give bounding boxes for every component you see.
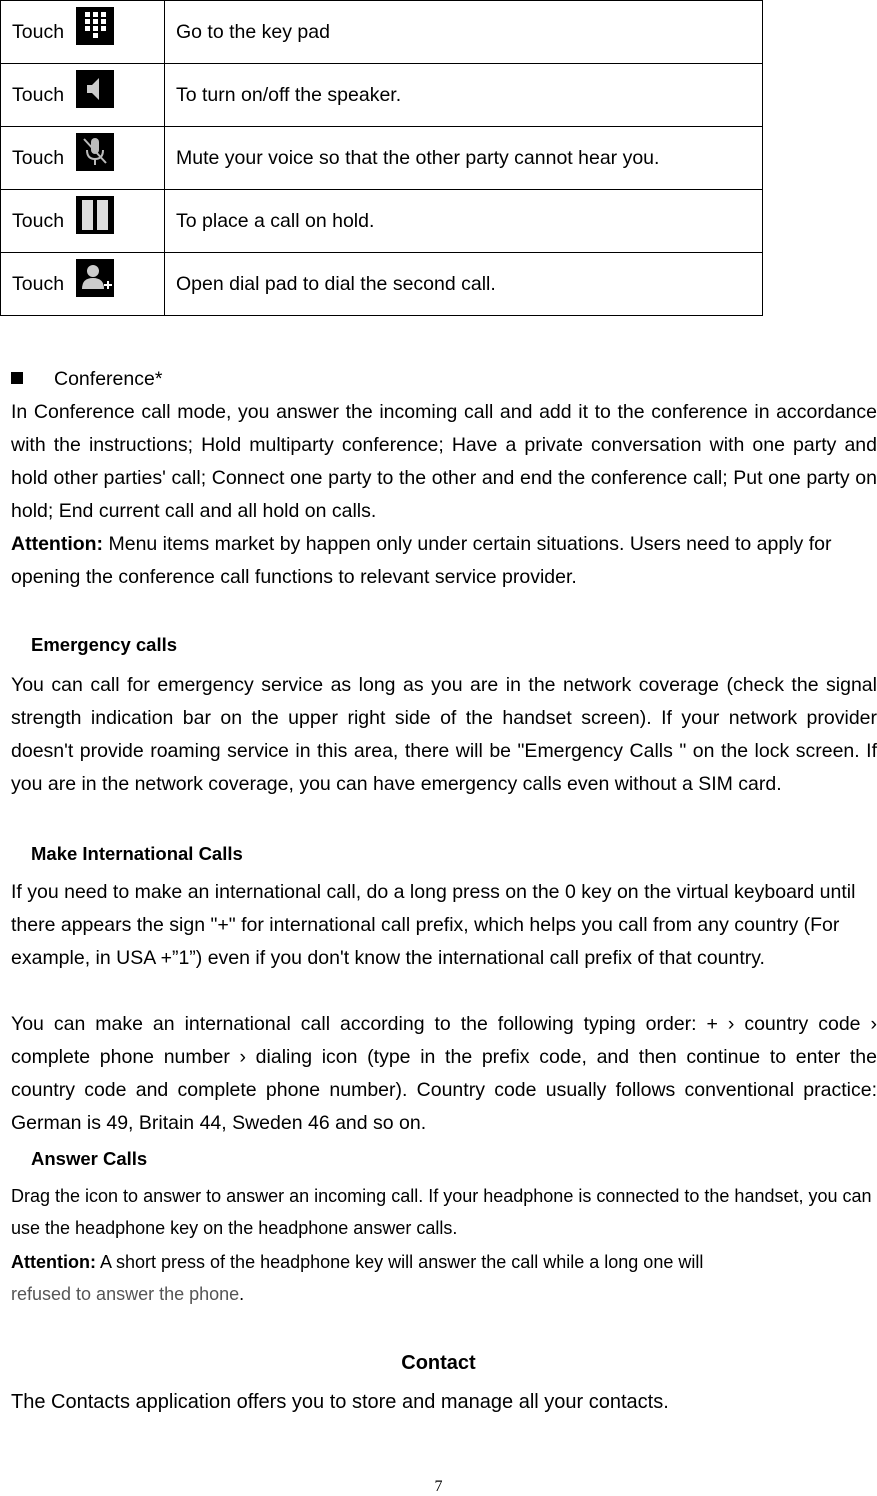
conference-attention: Attention: Menu items market by happen only under certain situations. Users need to apply for opening the conference call functions to relevant service provider. — [11, 533, 832, 588]
bullet-square-icon — [11, 372, 23, 384]
row-description: Go to the key pad — [165, 1, 763, 64]
microphone-mute-icon — [76, 133, 114, 171]
answer-body: Drag the icon to answer to answer an incoming call. If your headphone is connected to the handset, you can use the headphone key on the headphone answer calls. — [11, 1186, 872, 1238]
emergency-body: You can call for emergency service as long as you are in the network coverage (check the signal strength indication bar on the upper right side of the handset screen). If your network provider doesn't provide roaming service in this area, there will be "Emergency Calls " on the lock screen. If you are in the network coverage, you can have emergency calls even without a SIM card. — [11, 674, 877, 795]
table-row — [1, 127, 763, 190]
international-body-2: You can make an international call according to the following typing order: + › country code › complete phone number › dialing icon (type in the prefix code, and then continue to enter the country code and complete phone number). Country code usually follows conventional practice: German is 49, Britain 44, Sweden 46 and so on. — [11, 1013, 877, 1134]
conference-heading: Conference* — [11, 363, 162, 396]
pause-icon — [76, 196, 114, 234]
touch-label: Touch — [12, 83, 65, 106]
row-description: Open dial pad to dial the second call. — [165, 253, 763, 316]
table-row — [1, 64, 763, 127]
touch-label: Touch — [12, 20, 65, 43]
touch-label: Touch — [12, 209, 65, 232]
international-heading: Make International Calls — [31, 843, 243, 864]
call-controls-table — [0, 0, 763, 316]
answer-heading: Answer Calls — [31, 1148, 148, 1169]
conference-body: In Conference call mode, you answer the incoming call and add it to the conference in accordance with the instructions; Hold multiparty conference; Have a private conversation with one party and hold other parties' call; Connect one party to the other and end the conference call; Put one party on hold; End current call and all hold on calls. — [11, 401, 877, 522]
table-row — [1, 1, 763, 64]
row-description: Mute your voice so that the other party cannot hear you. — [165, 127, 763, 190]
contact-body: The Contacts application offers you to store and manage all your contacts. — [11, 1391, 669, 1413]
international-body-1: If you need to make an international call, do a long press on the 0 key on the virtual keyboard until there appears the sign "+" for international call prefix, which helps you call from any country (For example, in USA +”1”) even if you don't know the international call prefix of that country. — [11, 881, 856, 969]
contact-heading: Contact — [401, 1352, 476, 1374]
speaker-icon — [76, 70, 114, 108]
table-row — [1, 253, 763, 316]
row-description: To place a call on hold. — [165, 190, 763, 253]
keypad-icon — [76, 7, 114, 45]
table-row — [1, 190, 763, 253]
touch-label: Touch — [12, 146, 65, 169]
touch-label: Touch — [12, 272, 65, 295]
add-contact-icon — [76, 259, 114, 297]
answer-attention: Attention: A short press of the headphone key will answer the call while a long one will refused to answer the phone. — [11, 1252, 704, 1304]
emergency-heading: Emergency calls — [31, 634, 178, 655]
row-description: To turn on/off the speaker. — [165, 64, 763, 127]
page-number: 7 — [434, 1478, 443, 1495]
